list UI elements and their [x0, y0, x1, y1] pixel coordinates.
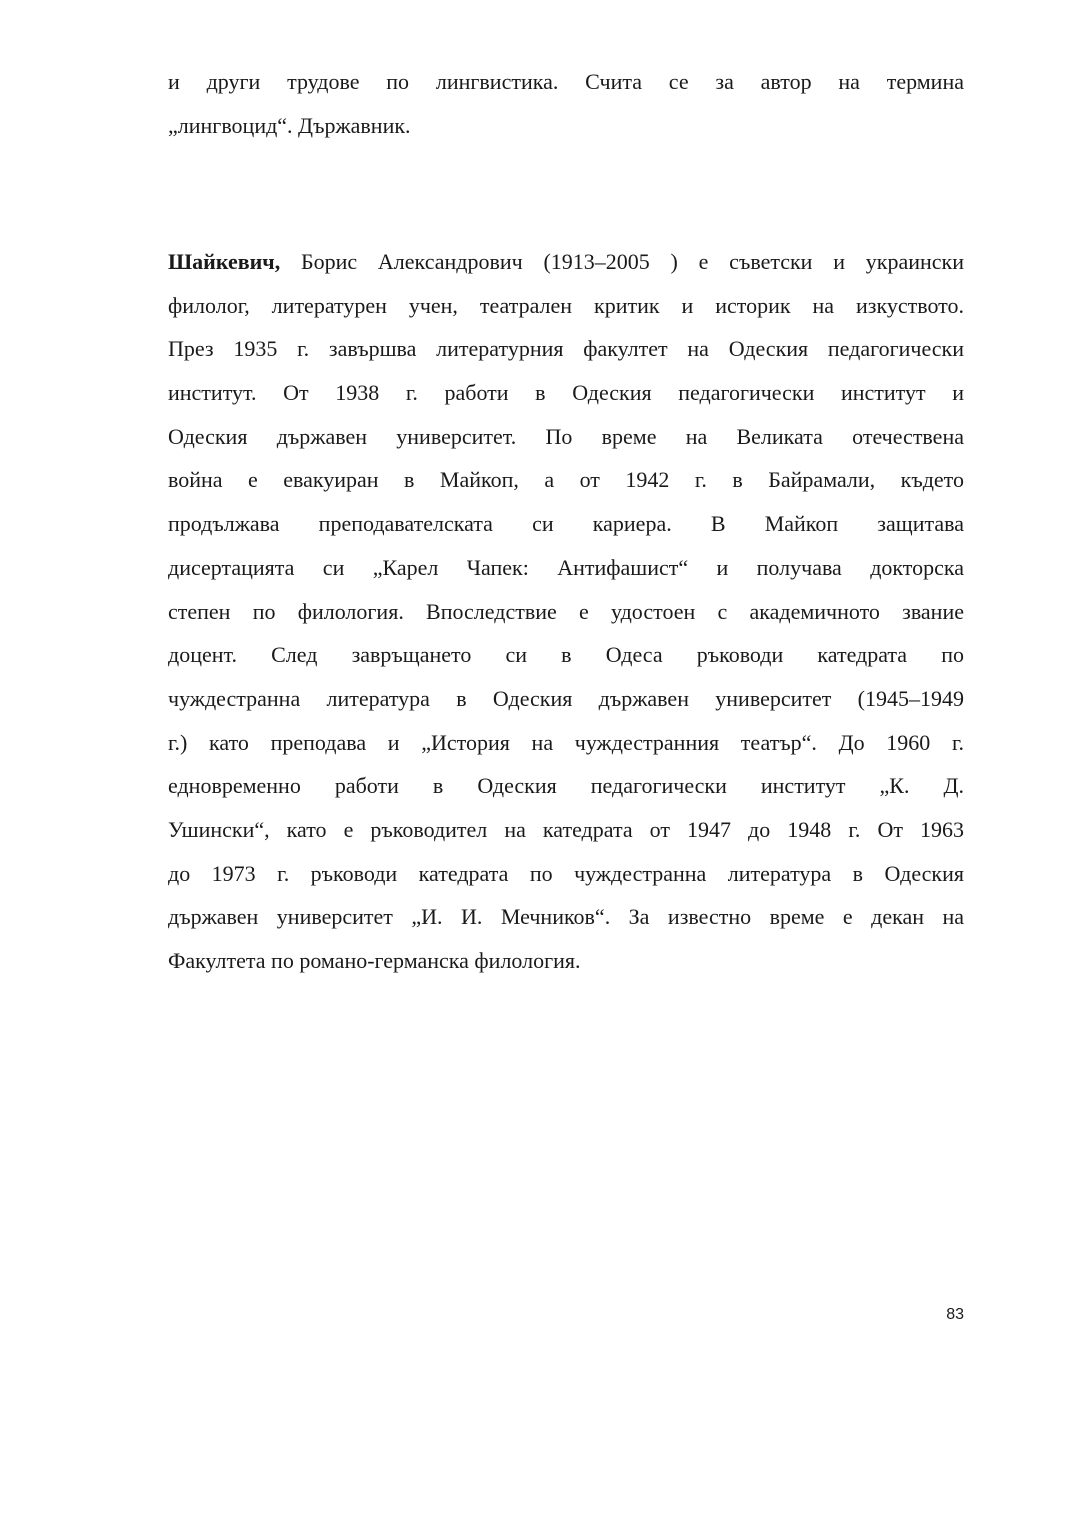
- text-line: доцент. След завръщането си в Одеса ръководи катедрата по: [168, 642, 964, 668]
- text-line: г.) като преподава и „История на чуждестранния театър“. До 1960 г.: [168, 729, 964, 755]
- text-line: степен по филология. Впоследствие е удостоен с академичното звание: [168, 598, 964, 624]
- text-line: и други трудове по лингвистика. Счита се за автор на термина: [168, 69, 964, 94]
- text-line: държавен университет „И. И. Мечников“. За известно време е декан на: [168, 904, 964, 930]
- page-number: 83: [946, 1306, 964, 1323]
- text-line: продължава преподавателската си кариера. В Майкоп защитава: [168, 511, 964, 537]
- entry-first-line-rest: Борис Александрович (1913–2005 ) е съветски и украински: [280, 249, 964, 274]
- text-line: едновременно работи в Одеския педагогически институт „К. Д.: [168, 773, 964, 799]
- text-line: Ушински“, като е ръководител на катедрата от 1947 до 1948 г. От 1963: [168, 816, 964, 842]
- text-line: През 1935 г. завършва литературния факултет на Одеския педагогически: [168, 336, 964, 362]
- entry-first-line: [168, 240, 964, 284]
- paragraph-continuation: [168, 60, 964, 147]
- text-line: чуждестранна литература в Одеския държавен университет (1945–1949: [168, 685, 964, 711]
- text-line: „лингвоцид“. Държавник.: [168, 112, 411, 138]
- text-line: до 1973 г. ръководи катедрата по чуждестранна литература в Одеския: [168, 860, 964, 886]
- text-line: дисертацията си „Карел Чапек: Антифашист“ и получава докторска: [168, 554, 964, 580]
- text-line: филолог, литературен учен, театрален критик и историк на изкуството.: [168, 292, 964, 318]
- text-line: война е евакуиран в Майкоп, а от 1942 г. в Байрамали, където: [168, 467, 964, 493]
- entry-name: Шайкевич,: [168, 249, 281, 274]
- text-line: Одеския държавен университет. По време на Великата отечествена: [168, 423, 964, 449]
- text-line: институт. От 1938 г. работи в Одеския педагогически институт и: [168, 380, 964, 406]
- entry-shaykevich: [168, 240, 964, 983]
- text-line: Факултета по романо-германска филология.: [168, 948, 581, 973]
